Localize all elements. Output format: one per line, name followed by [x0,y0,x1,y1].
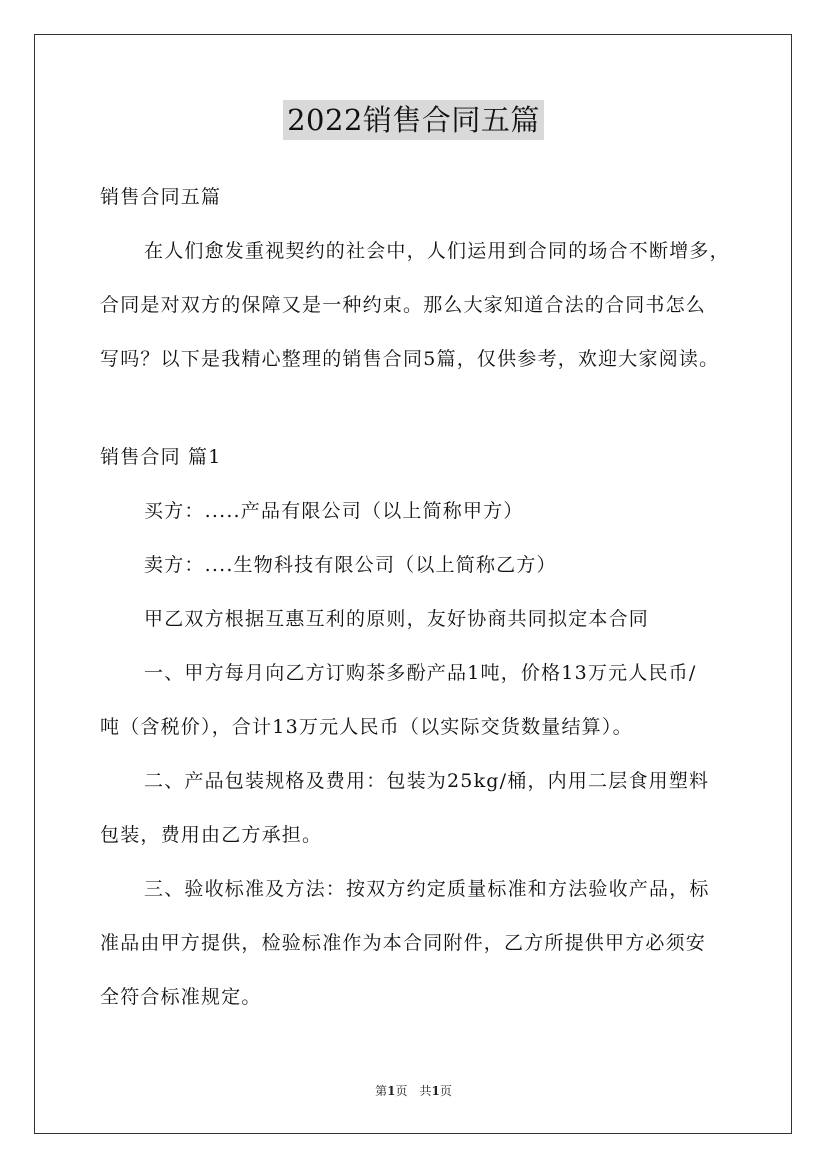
clause1-line-1: 一、甲方每月向乙方订购茶多酚产品1吨，价格13万元人民币/ [144,662,697,684]
clause2-line-2: 包装，费用由乙方承担。 [100,824,323,846]
document-body [100,170,730,1024]
footer-total-pages: 1 [431,1084,440,1098]
footer-mid: 页 共 [395,1084,432,1098]
section-heading: 销售合同 篇1 [100,446,222,468]
clause1-line-2: 吨（含税价），合计13万元人民币（以实际交货数量结算）。 [100,716,633,738]
intro-line-2: 合同是对双方的保障又是一种约束。那么大家知道合法的合同书怎么 [100,294,707,316]
page-footer [0,1082,827,1099]
clause3-line-2: 准品由甲方提供，检验标准作为本合同附件，乙方所提供甲方必须安 [100,932,707,954]
title-wrap [0,100,827,140]
intro-line-3: 写吗？以下是我精心整理的销售合同5篇，仅供参考，欢迎大家阅读。 [100,348,720,370]
intro-line-1: 在人们愈发重视契约的社会中，人们运用到合同的场合不断增多， [144,240,730,262]
footer-prefix: 第 [375,1084,388,1098]
subtitle: 销售合同五篇 [100,186,222,208]
clause2-line-1: 二、产品包装规格及费用：包装为25kg/桶，内用二层食用塑料 [144,770,710,792]
document-title: 2022销售合同五篇 [283,100,544,140]
footer-page-number: 1 [387,1084,396,1098]
buyer-line: 买方：.....产品有限公司（以上简称甲方） [144,500,524,522]
footer-suffix: 页 [439,1084,452,1098]
clause3-line-1: 三、验收标准及方法：按双方约定质量标准和方法验收产品，标 [144,878,710,900]
clause3-line-3: 全符合标准规定。 [100,986,262,1008]
paragraph-gap [100,386,730,430]
principle-line: 甲乙双方根据互惠互利的原则，友好协商共同拟定本合同 [144,608,650,630]
seller-line: 卖方：....生物科技有限公司（以上简称乙方） [144,554,557,576]
